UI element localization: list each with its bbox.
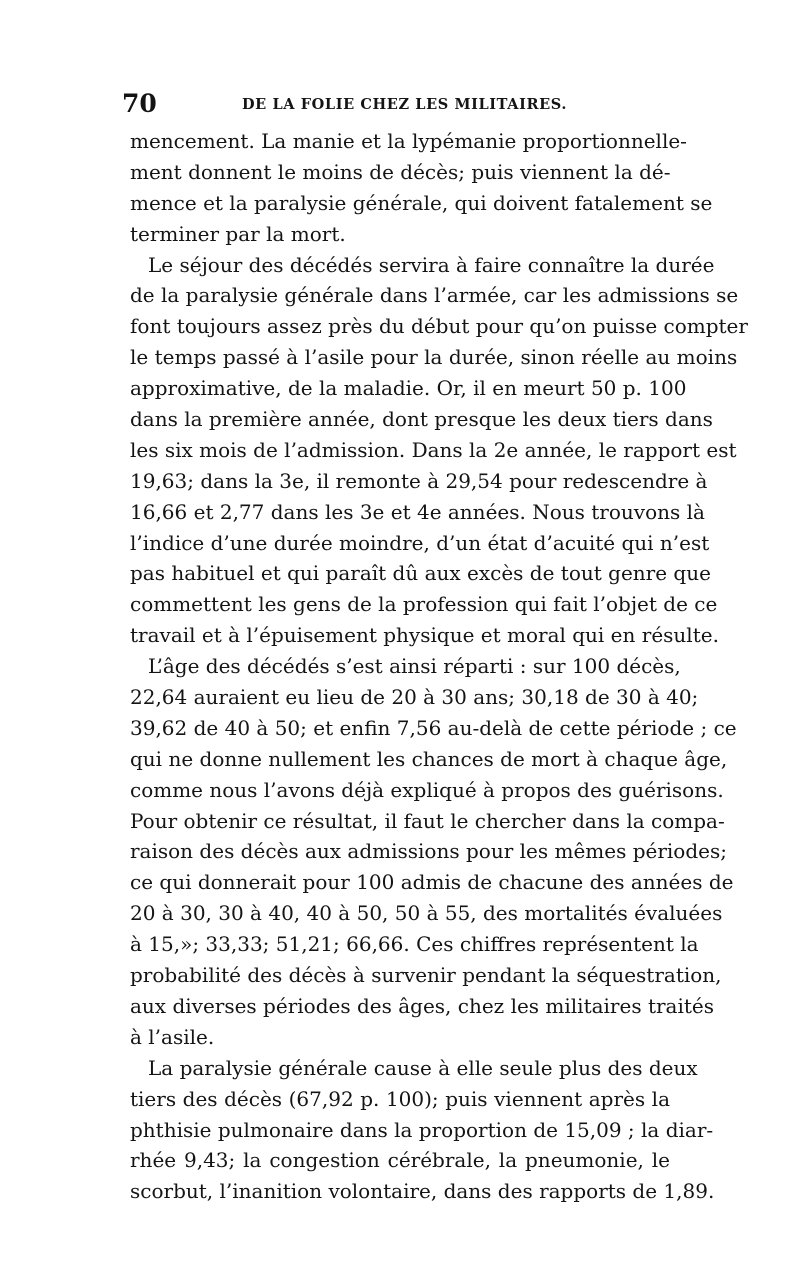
text-line: ment donnent le moins de décès; puis viennent la dé- bbox=[130, 159, 671, 184]
text-line: travail et à l’épuisement physique et moral qui en résulte. bbox=[130, 623, 719, 648]
text-line: mence et la paralysie générale, qui doivent fatalement se bbox=[130, 190, 713, 215]
text-line: à 15,»; 33,33; 51,21; 66,66. Ces chiffres représentent la bbox=[130, 932, 699, 957]
text-line: approximative, de la maladie. Or, il en meurt 50 p. 100 bbox=[130, 376, 687, 401]
text-line: font toujours assez près du début pour qu’on puisse compter bbox=[130, 314, 748, 339]
text-line: de la paralysie générale dans l’armée, car les admissions se bbox=[130, 283, 739, 308]
text-line: La paralysie générale cause à elle seule plus des deux bbox=[148, 1055, 698, 1080]
text-line: L’âge des décédés s’est ainsi réparti : sur 100 décès, bbox=[148, 654, 681, 679]
text-line: rhée 9,43; la congestion cérébrale, la pneumonie, le bbox=[130, 1148, 670, 1173]
text-line: pas habituel et qui paraît dû aux excès de tout genre que bbox=[130, 561, 711, 586]
page-header bbox=[122, 86, 670, 122]
text-line: l’indice d’une durée moindre, d’un état d’acuité qui n’est bbox=[130, 530, 710, 555]
text-line: raison des décès aux admissions pour les mêmes périodes; bbox=[130, 839, 727, 864]
text-line: ce qui donnerait pour 100 admis de chacune des années de bbox=[130, 870, 734, 895]
running-title: DE LA FOLIE CHEZ LES MILITAIRES. bbox=[242, 96, 568, 113]
text-line: le temps passé à l’asile pour la durée, sinon réelle au moins bbox=[130, 345, 738, 370]
text-line: comme nous l’avons déjà expliqué à propos des guérisons. bbox=[130, 777, 724, 802]
page-number: 70 bbox=[122, 89, 157, 118]
text-line: dans la première année, dont presque les deux tiers dans bbox=[130, 407, 713, 432]
text-line: probabilité des décès à survenir pendant la séquestration, bbox=[130, 963, 722, 988]
text-line: scorbut, l’inanition volontaire, dans des rapports de 1,89. bbox=[130, 1179, 715, 1204]
text-line: phthisie pulmonaire dans la proportion de 15,09 ; la diar- bbox=[130, 1117, 714, 1142]
text-line: 20 à 30, 30 à 40, 40 à 50, 50 à 55, des mortalités évaluées bbox=[130, 901, 723, 926]
body-text bbox=[130, 126, 748, 1207]
text-line: 22,64 auraient eu lieu de 20 à 30 ans; 30,18 de 30 à 40; bbox=[130, 685, 699, 710]
text-line: tiers des décès (67,92 p. 100); puis viennent après la bbox=[130, 1086, 670, 1111]
text-line: mencement. La manie et la lypémanie proportionnelle- bbox=[130, 129, 687, 153]
text-line: aux diverses périodes des âges, chez les militaires traités bbox=[130, 993, 715, 1018]
text-line: 16,66 et 2,77 dans les 3e et 4e années. Nous trouvons là bbox=[130, 499, 705, 524]
text-line: à l’asile. bbox=[130, 1024, 215, 1049]
text-line: Pour obtenir ce résultat, il faut le chercher dans la compa- bbox=[130, 808, 725, 833]
text-line: 39,62 de 40 à 50; et enfin 7,56 au-delà de cette période ; ce bbox=[130, 715, 737, 740]
text-line: Le séjour des décédés servira à faire connaître la durée bbox=[148, 252, 715, 277]
text-line: 19,63; dans la 3e, il remonte à 29,54 pour redescendre à bbox=[130, 468, 708, 493]
text-line: commettent les gens de la profession qui fait l’objet de ce bbox=[130, 592, 718, 617]
text-line: les six mois de l’admission. Dans la 2e année, le rapport est bbox=[130, 437, 737, 462]
text-line: qui ne donne nullement les chances de mort à chaque âge, bbox=[130, 746, 728, 771]
text-line: terminer par la mort. bbox=[130, 221, 346, 246]
